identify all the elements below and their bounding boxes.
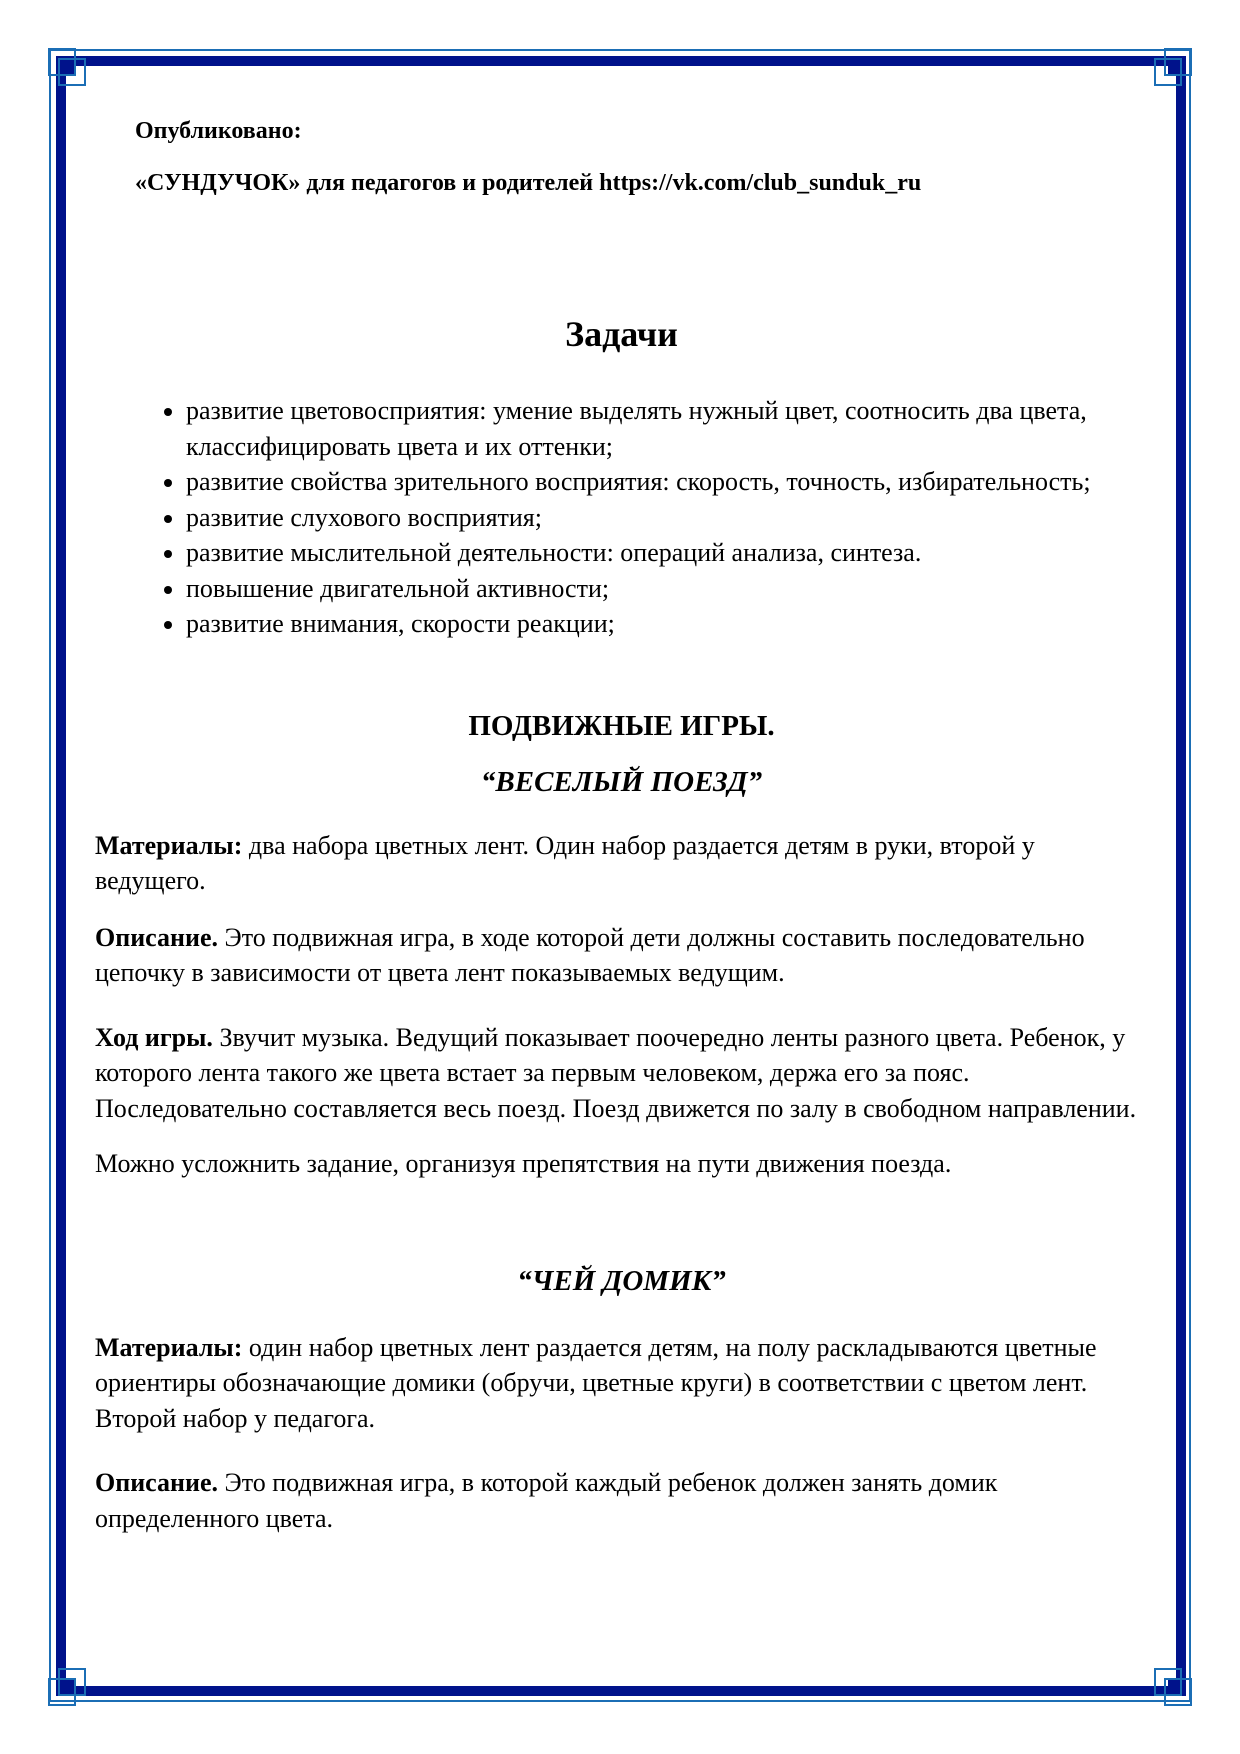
game1-course-paragraph: [95, 1020, 1148, 1127]
task-item: • развитие слухового восприятия;: [186, 500, 1148, 536]
game-title-chey-domik: “ЧЕЙ ДОМИК”: [517, 1264, 726, 1297]
course-label: Ход игры.: [95, 1022, 213, 1052]
border-corner-square-icon: [1154, 58, 1182, 86]
materials-text: два набора цветных лент. Один набор раздается детям в руки, второй у ведущего.: [95, 830, 1035, 895]
tasks-title: Задачи: [565, 314, 678, 354]
description-text: Это подвижная игра, в которой каждый ребенок должен занять домик определенного цвета.: [95, 1468, 998, 1533]
game1-materials-paragraph: [95, 828, 1148, 899]
task-item: • развитие свойства зрительного восприятия: скорость, точность, избирательность;: [186, 464, 1148, 500]
border-corner-square-icon: [1154, 1668, 1182, 1696]
course-text: Звучит музыка. Ведущий показывает поочередно ленты разного цвета. Ребенок, у которого лента такого же цвета встает за первым человеком, держа его за пояс. Последовательно составляется весь поезд. Поезд движется по залу в свободном направлении.: [95, 1022, 1137, 1123]
games-section-title: ПОДВИЖНЫЕ ИГРЫ.: [468, 709, 775, 742]
task-item: • развитие цветовосприятия: умение выделять нужный цвет, соотносить два цвета, классифицировать цвета и их оттенки;: [186, 393, 1148, 464]
description-label: Описание.: [95, 1468, 219, 1497]
published-label: Опубликовано:: [135, 118, 302, 144]
description-text: Это подвижная игра, в ходе которой дети должны составить последовательно цепочку в зависимости от цвета лент показываемых ведущим.: [95, 922, 1085, 987]
game1-note-paragraph: Можно усложнить задание, организуя препятствия на пути движения поезда.: [95, 1149, 952, 1178]
game2-description-paragraph: [95, 1465, 1148, 1536]
task-item: • повышение двигательной активности;: [186, 571, 1148, 607]
game1-description-paragraph: [95, 920, 1148, 991]
border-corner-square-icon: [58, 1668, 86, 1696]
materials-label: Материалы:: [95, 1332, 243, 1362]
tasks-list: [95, 393, 1148, 642]
materials-label: Материалы:: [95, 830, 243, 860]
task-item: • развитие мыслительной деятельности: операций анализа, синтеза.: [186, 535, 1148, 571]
border-corner-square-icon: [58, 58, 86, 86]
game2-materials-paragraph: [95, 1330, 1148, 1437]
game-title-veselyy-poezd: “ВЕСЕЛЫЙ ПОЕЗД”: [480, 765, 763, 798]
published-source: «СУНДУЧОК» для педагогов и родителей https://vk.com/club_sunduk_ru: [135, 170, 922, 196]
task-item: • развитие внимания, скорости реакции;: [186, 606, 1148, 642]
page-content: [95, 0, 1148, 1536]
materials-text: один набор цветных лент раздается детям, на полу раскладываются цветные ориентиры обозначающие домики (обручи, цветные круги) в соответствии с цветом лент. Второй набор у педагога.: [95, 1332, 1097, 1433]
description-label: Описание.: [95, 922, 219, 952]
